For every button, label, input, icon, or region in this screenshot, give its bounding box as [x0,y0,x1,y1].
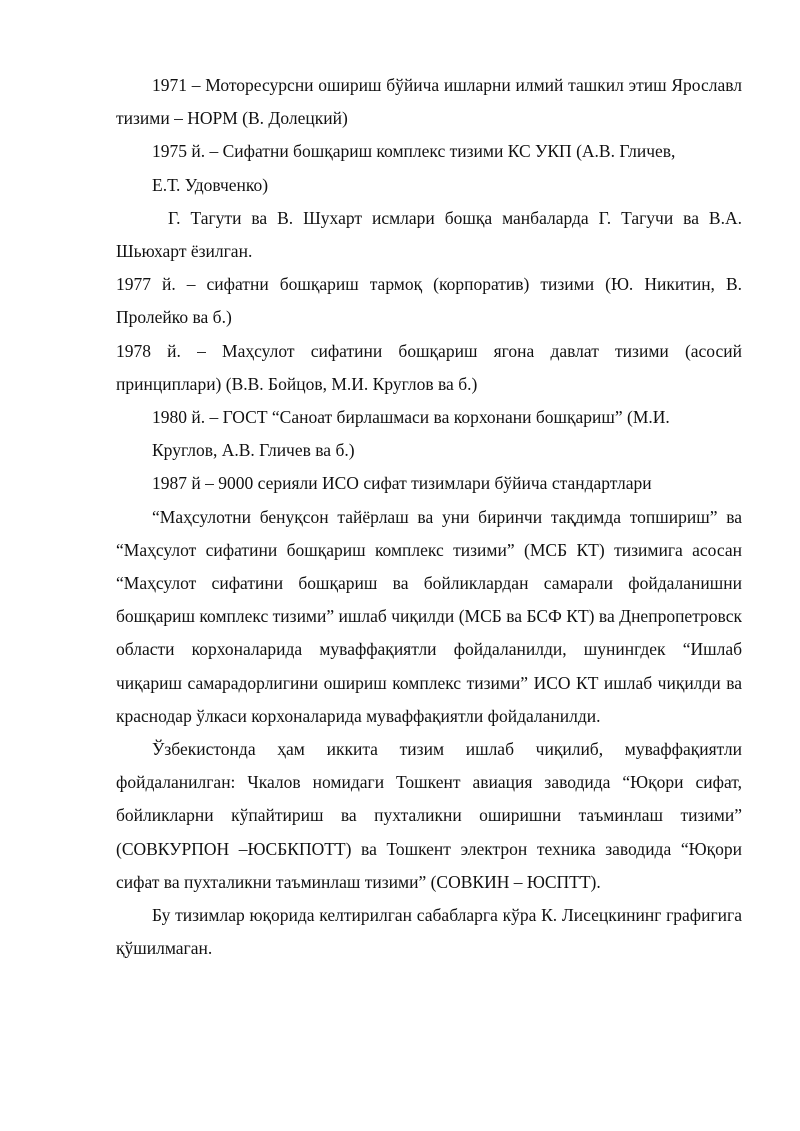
paragraph-1980: 1980 й. – ГОСТ “Саноат бирлашмаси ва корхонани бошқариш” (М.И. [152,407,670,428]
paragraph-uzbekistan: Ўзбекистонда ҳам иккита тизим ишлаб чиқилиб, муваффақиятли фойдаланилган: Чкалов номидаги Тошкент авиация заводида “Юқори сифат, бойликларни кўпайтириш ва пухталикни оширишни таъминлаш тизими” (СОВКУРПОН –ЮСБКПОТТ) ва Тошкент электрон техника заводида “Юқори сифат ва пухталикни таъминлаш тизими” (СОВКИН – ЮСПТТ). [116,739,742,892]
document-body [116,69,742,965]
paragraph-msb-kt: “Маҳсулотни бенуқсон тайёрлаш ва уни биринчи тақдимда топшириш” ва “Маҳсулот сифатини бошқариш комплекс тизими” (МСБ КТ) тизимига асосан “Маҳсулот сифатини бошқариш ва бойликлардан самарали фойдаланишни бошқариш комплекс тизими” ишлаб чиқилди (МСБ ва БСФ КТ) ва Днепропетровск области корхоналарида муваффақиятли фойдаланилди, шунингдек “Ишлаб чиқариш самарадорлигини ошириш комплекс тизими” ИСО КТ ишлаб чиқилди ва краснодар ўлкаси корхоналарида муваффақиятли фойдаланилди. [116,506,742,726]
paragraph-1980-cont: Круглов, А.В. Гличев ва б.) [152,440,355,461]
paragraph-1975-cont: Е.Т. Удовченко) [152,174,269,195]
paragraph-lisetsky: Бу тизимлар юқорида келтирилган сабабларга кўра К. Лисецкининг графигига қўшилмаган. [116,905,742,959]
paragraph-1987: 1987 й – 9000 серияли ИСО сифат тизимлари бўйича стандартлари [152,473,652,494]
paragraph-1971: 1971 – Моторесурсни ошириш бўйича ишларни илмий ташкил этиш Ярославл тизими – НОРМ (В. Долецкий) [116,75,742,129]
paragraph-1975: 1975 й. – Сифатни бошқариш комплекс тизими КС УКП (А.В. Гличев, [152,141,676,162]
paragraph-1977: 1977 й. – сифатни бошқариш тармоқ (корпоратив) тизими (Ю. Никитин, В. Пролейко ва б.) [116,274,742,328]
paragraph-1978: 1978 й. – Маҳсулот сифатини бошқариш ягона давлат тизими (асосий принциплари) (В.В. Бойцов, М.И. Круглов ва б.) [116,340,742,394]
paragraph-taguchi-note: Г. Тагути ва В. Шухарт исмлари бошқа манбаларда Г. Тагучи ва В.А. Шьюхарт ёзилган. [116,207,742,262]
